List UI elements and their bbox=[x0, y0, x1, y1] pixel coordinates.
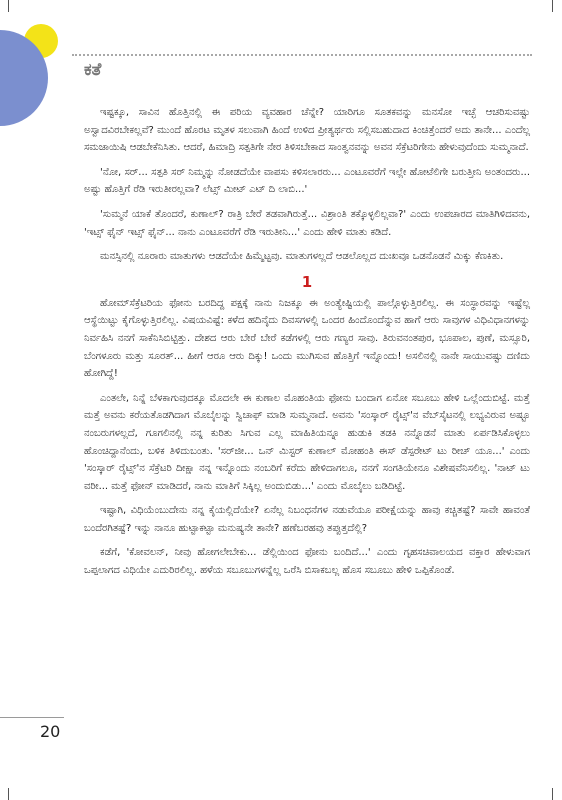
paragraph: ಮನಸ್ಸಿನಲ್ಲಿ ನೂರಾರು ಮಾತುಗಳು ಆಡದೆಯೇ ಹಿಮ್ಮೆಟ್ಟವು. ಮಾತುಗಳಲ್ಲದೆ ಆಡಲೊಲ್ಲದ ದುಃಖವೂ ಒಡನೊಡನೆ ಮಿಕ್ಕು ಕೆಣಕಿತು. bbox=[100, 251, 504, 263]
crop-mark bbox=[8, 788, 9, 800]
paragraph: ಇಷ್ಟಾಗಿ, ವಿಧಿಯೆಂಬುದೇನು ನನ್ನ ಕೈಯಲ್ಲಿದೆಯೇ? ಏನೆಲ್ಲ ನಿಬಂಧನೆಗಳ ನಡುವೆಯೂ ಪರೀಕ್ಷೆಯನ್ನು ಹಾವು ಕಚ್ಚಿತಷ್ಟೆ? ಸಾವೇ ಹಾವಂತೆ ಬಂದೆರಗಿತಷ್ಟೆ? ಇನ್ನು ನಾನೂ ಹುಟ್ಟಾಕಟ್ಟಾ ಮನುಷ್ಯನೇ ತಾನೇ? ಹಣೆಬರಹವು ತಪ್ಪುತ್ತದೆಲ್ಲಿ? bbox=[84, 505, 530, 534]
paragraph: 'ನೋ, ಸರ್... ಸತ್ಪತಿ ಸರ್ ನಿಮ್ಮನ್ನು ನೋಡದೆಯೇ ವಾಪಸು ಕಳಿಸಲಾರರು... ಎಂಟೂವರೆಗೆ ಇಲ್ಲೇ ಹೋಟೆಲಿಗೇ ಬರುತ್ತೀನಿ ಅಂತಂದರು... ಅಷ್ಟು ಹೊತ್ತಿಗೆ ರೆಡಿ ಇರುತೀರಲ್ಲವಾ? ಲೆಟ್ಸ್ ಮೀಟ್ ಎಟ್ ದಿ ಲಾಬಿ...' bbox=[84, 166, 530, 196]
footer-rule bbox=[0, 717, 64, 718]
section-title: ಕತೆ bbox=[84, 60, 102, 80]
paragraph: ಹೋಮ್‌ಸೆಕ್ರೆಟರಿಯ ಫೋನು ಬರದಿದ್ದ ಪಕ್ಷಕ್ಕೆ ನಾನು ನಿಜಕ್ಕೂ ಈ ಅಂತ್ಯೇಷ್ಟಿಯಲ್ಲಿ ಪಾಲ್ಗೊಳ್ಳುತ್ತಿರಲಿಲ್ಲ. ಈ ಸಂಸ್ಥಾರವನ್ನು ಇಷ್ಟೆಲ್ಲ ಆಸ್ಥೆಯಿಟ್ಟು ಕೈಗೊಳ್ಳುತ್ತಿರಲಿಲ್ಲ. ವಿಷಯವಿಷ್ಟೆ: ಕಳೆದ ಹದಿನೈದು ದಿವಸಗಳಲ್ಲಿ ಒಂದರ ಹಿಂದೊಂದೆನ್ನುವ ಹಾಗೆ ಆರು ಸಾವುಗಳ ವಿಧಿವಿಧಾನಗಳನ್ನು ನಿರ್ವಹಿಸಿ ನನಗೆ ಸಾಕೆನಿಸಿಬಿಟ್ಟಿತ್ತು. ದೇಶದ ಆರು ಬೇರೆ ಬೇರೆ ಕಡೆಗಳಲ್ಲಿ ಆರು ಗಣ್ಯರ ಸಾವು. ತಿರುವನಂತಪುರ, ಭೂಪಾಲ, ಪುಣೆ, ಮಸ್ಸೂರಿ, ಬೆಂಗಳೂರು ಮತ್ತು ಸೂರತ್... ಹೀಗೆ ಆರೂ ಆರು ದಿಕ್ಕು! ಒಂದು ಮುಗಿಸುವ ಹೊತ್ತಿಗೆ ಇನ್ನೊಂದು! ಅಸಲಿನಲ್ಲಿ ನಾನೇ ಸಾಯುವಷ್ಟು ದಣಿದು ಹೋಗಿದ್ದೆ! bbox=[84, 297, 530, 380]
crop-mark bbox=[552, 788, 553, 800]
paragraph: ಎಂತಲೇ, ನಿನ್ನೆ ಬೆಳಕಾಗುವುದಕ್ಕೂ ಮೊದಲೇ ಈ ಕುಣಾಲ ಮೊಹಂತಿಯ ಫೋನು ಬಂದಾಗ ಏನೋ ಸಬೂಬು ಹೇಳಿ ಒಲ್ಲೆಂದುಬಿಟ್ಟೆ. ಮತ್ತೆ ಮತ್ತೆ ಅವನು ಕರೆಯತೊಡಗಿದಾಗ ಮೊಬೈಲನ್ನು ಸ್ವಿಚಾಫ್ ಮಾಡಿ ಸುಮ್ಮನಾದೆ. ಅವನು 'ಸಂಸ್ಕಾರ್ ರೈಟ್ಸ್'ನ ವೆಬ್‌ಸೈಟನಲ್ಲಿ ಲಭ್ಯವಿರುವ ಅಷ್ಟೂ ನಂಬರುಗಳಲ್ಲದೆ, ಗೂಗಲಿನಲ್ಲಿ ನನ್ನ ಕುರಿತು ಸಿಗುವ ಎಲ್ಲ ಮಾಹಿತಿಯನ್ನೂ ಹುಡುಕಿ ತಡಕಿ ನನ್ನೊಡನೆ ಮಾತು ಏರ್ಪಡಿಸಿಕೊಳ್ಳಲು ಹೊಂಚಿದ್ದಾನೆಂದು, ಬಳಿಕ ತಿಳಿದುಬಂತು. 'ಸರ್‌ಜೀ... ಒನ್ ಮಿಸ್ಟರ್ ಕುಣಾಲ್ ಮೋಹಂತಿ ಈಸ್ ಡೆಸ್ಪರೇಟ್ ಟು ರೀಚ್ ಯೂ...' ಎಂದು 'ಸಂಸ್ಕಾರ್ ರೈಟ್ಸ್'ನ ಸೆಕ್ರೆಟರಿ ದೀಕ್ಷಾ ನನ್ನ ಇನ್ನೊಂದು ನಂಬರಿಗೆ ಕರೆದು ಹೇಳಿದಾಗಲೂ, ನನಗೆ ಸಂಗತಿಯೇನೂ ವಿಶೇಷವೆನಿಸಲಿಲ್ಲ. 'ನಾಟ್ ಟು ವರೀ... ಮತ್ತೆ ಫೋನ್ ಮಾಡಿದರೆ, ನಾನು ಮಾತಿಗೆ ಸಿಕ್ಕಿಲ್ಲ ಅಂದುಬಿಡು...' ಎಂದು ಮೊಬೈಲು ಬಡಿದಿಟ್ಟೆ. bbox=[84, 392, 530, 492]
article-body bbox=[84, 104, 530, 587]
paragraph: ಇಷ್ಟಕ್ಕೂ, ಸಾವಿನ ಹೊತ್ತಿನಲ್ಲಿ ಈ ಪರಿಯ ವ್ಯವಹಾರ ಚೆನ್ನೇ? ಯಾರಿಗೂ ಸೂತಕವನ್ನು ಮನಸೋ ಇಚ್ಛೆ ಆಚರಿಸುವಷ್ಟು ಅಸ್ವಾದವಿರಬೇಕಲ್ಲವೆ? ಮುಂದೆ ಹೊರಟ ಮೃತಳ ಸಲುವಾಗಿ ಹಿಂದೆ ಉಳಿದ ಪ್ರೀತ್ಯರ್ಥರು ಸಲ್ಲಿಸಬಹುದಾದ ಕಿಂಚಿತ್ತೆಂದರೆ ಅದು ತಾನೇ... ಎಂದೆಲ್ಲ ಸಮಜಾಯಿಷಿ ಆಡಬೇಕೆನಿಸಿತು. ಆದರೆ, ಹಿಮಾದ್ರಿ ಸತ್ಪತಿಗೇ ನೇರ ತಿಳಿಸಬೇಕಾದ ಸಾಂತ್ವನವನ್ನು ಅವನ ಸೆಕ್ರೆಟರಿಗೇನು ಹೇಳುವುದೆಂದು ಸುಮ್ಮನಾದೆ. bbox=[84, 107, 530, 154]
crop-mark bbox=[8, 0, 9, 12]
page-number: 20 bbox=[40, 722, 61, 741]
crop-mark bbox=[552, 0, 553, 12]
chapter-number: 1 bbox=[301, 272, 313, 291]
header-dotted-rule bbox=[72, 54, 532, 56]
paragraph: 'ಸುಮ್ಮನೆ ಯಾಕೆ ತೊಂದರೆ, ಕುಣಾಲ್? ರಾತ್ರಿ ಬೇರೆ ತಡವಾಗಿರುತ್ತೆ... ವಿಶ್ರಾಂತಿ ತಕ್ಕೊಳ್ಳಲಿಲ್ಲವಾ?' ಎಂದು ಉಪಚಾರದ ಮಾತಿಗಿಳಿದವನು, 'ಇಟ್ಸ್ ಫೈನ್ ಇಟ್ಸ್ ಫೈನ್... ನಾನು ಎಂಟೂವರೆಗೆ ರೆಡಿ ಇರುತೀನಿ...' ಎಂದು ಹೇಳಿ ಮಾತು ಕಡಿದೆ. bbox=[84, 208, 530, 238]
paragraph: ಕಡೆಗೆ, 'ಕೋವಲನ್, ನೀವು ಹೋಗಲೇಬೇಕು... ಡೆಲ್ಲಿಯಿಂದ ಫೋನು ಬಂದಿದೆ...' ಎಂದು ಗೃಹಸಚಿವಾಲಯದ ವಕ್ತಾರ ಹೇಳುವಾಗ ಒಪ್ಪಲಾಗದ ವಿಧಿಯೇ ಎದುರಿರಲಿಲ್ಲ. ಹಳೆಯ ಸಬೂಬುಗಳನ್ನೆಲ್ಲ ಒರೆಸಿ ಬಿಸಾಕಬಲ್ಲ ಹೊಸ ಸಬೂಬು ಹೇಳಿ ಒಪ್ಪಿಕೊಂಡೆ. bbox=[84, 547, 530, 577]
